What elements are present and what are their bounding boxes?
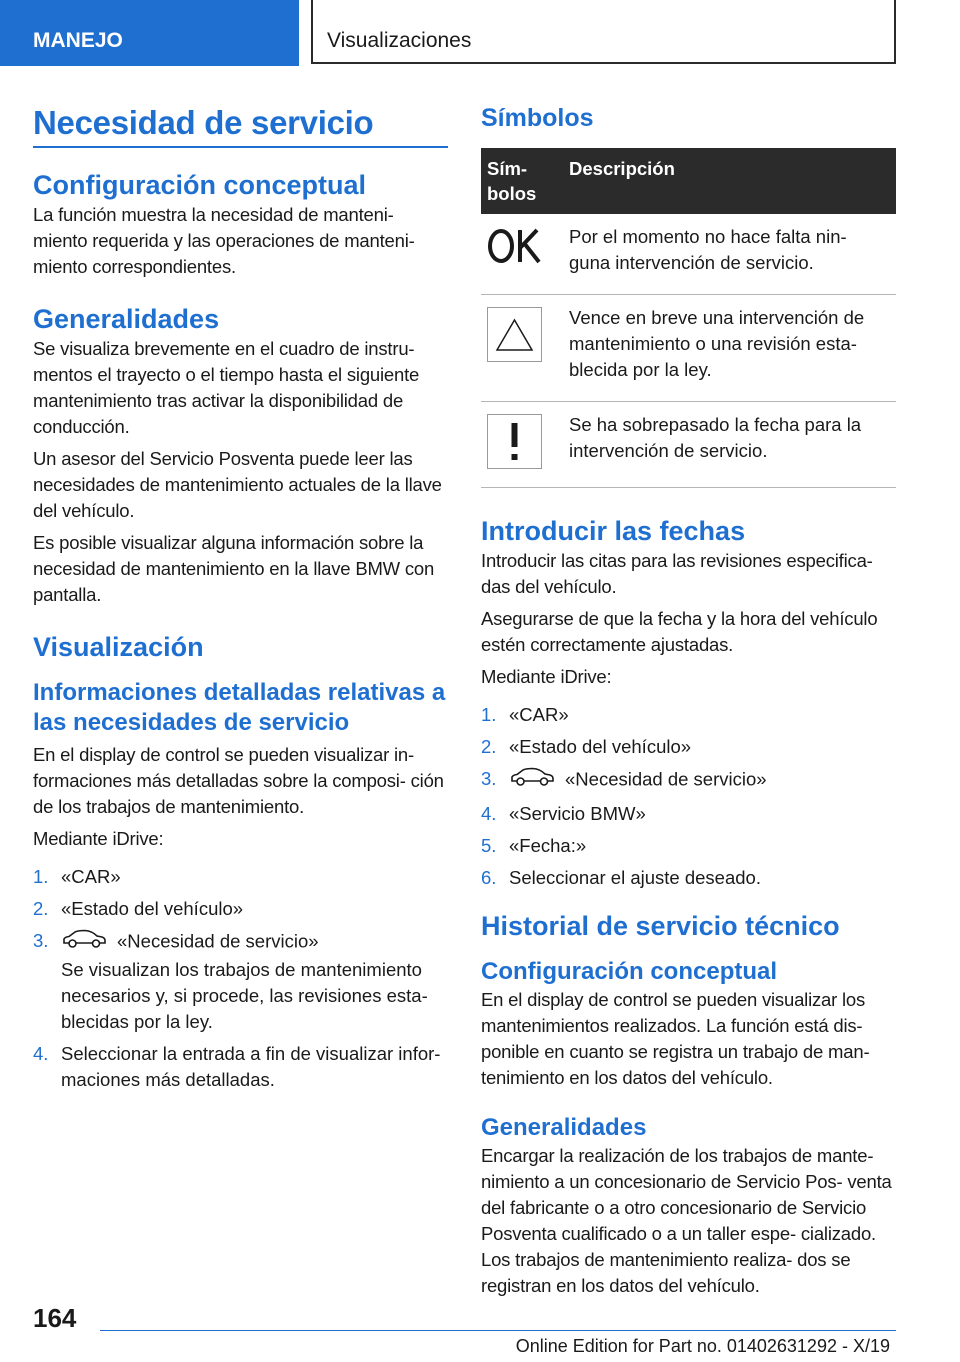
history-config-heading: Configuración conceptual bbox=[481, 958, 778, 985]
page-number: 164 bbox=[33, 1303, 77, 1333]
left-steps-list bbox=[33, 864, 448, 1093]
general-heading: Generalidades bbox=[33, 304, 220, 334]
history-heading: Historial de servicio técnico bbox=[481, 911, 840, 941]
dates-paragraph-2: Asegurarse de que la fecha y la hora del vehículo estén correctamente ajustadas. bbox=[481, 608, 878, 655]
col-symbols-header: Sím- bolos bbox=[481, 148, 563, 214]
dates-paragraph-1: Introducir las citas para las revisiones especifica- das del vehículo. bbox=[481, 550, 873, 597]
idrive-label: Mediante iDrive: bbox=[481, 666, 612, 687]
ok-icon bbox=[487, 226, 542, 266]
title-rule bbox=[33, 146, 448, 148]
footer-edition: Online Edition for Part no. 01402631292 - X/19 bbox=[515, 1336, 890, 1356]
list-item: 1. «CAR» bbox=[33, 866, 121, 887]
general-paragraph-2: Un asesor del Servicio Posventa puede leer las necesidades de mantenimiento actuales de la llave del vehículo. bbox=[33, 448, 442, 521]
table-header-row bbox=[481, 148, 896, 214]
symbols-table bbox=[481, 148, 896, 488]
exclamation-icon bbox=[487, 414, 542, 469]
row-description: Por el momento no hace falta nin- guna intervención de servicio. bbox=[563, 214, 896, 295]
col-description-header: Descripción bbox=[563, 148, 896, 214]
row-description: Vence en breve una intervención de mantenimiento o una revisión esta- blecida por la ley. bbox=[563, 295, 896, 402]
idrive-label: Mediante iDrive: bbox=[33, 828, 164, 849]
header-chapter: Visualizaciones bbox=[311, 0, 896, 64]
history-general-heading: Generalidades bbox=[481, 1114, 647, 1141]
page-title: Necesidad de servicio bbox=[33, 104, 374, 141]
history-general-paragraph: Encargar la realización de los trabajos de mante- nimiento a un concesionario de Servicio Pos- venta del fabricante o a otro concesionario de Servicio Posventa cualificado o a un taller espe- cializado. Los trabajos de mantenimiento realiza- dos se registran en los datos del vehículo. bbox=[481, 1145, 892, 1296]
right-column bbox=[481, 100, 896, 1305]
header-section-tab: MANEJO bbox=[0, 0, 299, 66]
list-item: 3. «Necesidad de servicio» bbox=[481, 766, 896, 795]
symbols-heading: Símbolos bbox=[481, 104, 594, 132]
table-row bbox=[481, 402, 896, 488]
config-heading: Configuración conceptual bbox=[33, 170, 367, 200]
history-config-paragraph: En el display de control se pueden visualizar los mantenimientos realizados. La función está dis- ponible en cuanto se registra un trabajo de man- tenimiento en los datos del vehículo. bbox=[481, 989, 870, 1088]
warning-triangle-icon bbox=[487, 307, 542, 362]
car-icon bbox=[509, 766, 555, 795]
row-description: Se ha sobrepasado la fecha para la intervención de servicio. bbox=[563, 402, 896, 488]
list-item: 2. «Estado del vehículo» bbox=[33, 898, 244, 919]
list-item: 2. «Estado del vehículo» bbox=[481, 736, 692, 757]
list-item: 4. Seleccionar la entrada a fin de visualizar infor- maciones más detalladas. bbox=[33, 1043, 441, 1090]
detail-info-paragraph: En el display de control se pueden visualizar in- formaciones más detalladas sobre la composi- ción de los trabajos de mantenimiento. bbox=[33, 744, 444, 817]
general-paragraph-3: Es posible visualizar alguna información sobre la necesidad de mantenimiento en la llave BMW con pantalla. bbox=[33, 532, 435, 605]
right-steps-list bbox=[481, 702, 896, 891]
list-item: 5. «Fecha:» bbox=[481, 835, 587, 856]
list-item: 1. «CAR» bbox=[481, 704, 569, 725]
list-item: 3. «Necesidad de servicio» Se visualizan los trabajos de mantenimiento necesarios y, si procede, las revisiones esta- blecidas por la ley. bbox=[33, 930, 428, 1032]
general-paragraph-1: Se visualiza brevemente en el cuadro de instru- mentos el trayecto o el tiempo hasta el siguiente mantenimiento tras activar la disponibilidad de conducción. bbox=[33, 338, 420, 437]
dates-heading: Introducir las fechas bbox=[481, 516, 746, 546]
list-item: 4. «Servicio BMW» bbox=[481, 803, 646, 824]
footer-rule bbox=[100, 1330, 896, 1331]
table-row bbox=[481, 295, 896, 402]
left-column bbox=[33, 100, 448, 1099]
table-row bbox=[481, 214, 896, 295]
detail-info-heading: Informaciones detalladas relativas a las necesidades de servicio bbox=[33, 679, 446, 736]
config-paragraph: La función muestra la necesidad de manteni- miento requerida y las operaciones de manteni- miento correspondientes. bbox=[33, 204, 415, 277]
car-icon bbox=[61, 928, 107, 957]
list-item: 6. Seleccionar el ajuste deseado. bbox=[481, 867, 761, 888]
visualization-heading: Visualización bbox=[33, 632, 204, 662]
